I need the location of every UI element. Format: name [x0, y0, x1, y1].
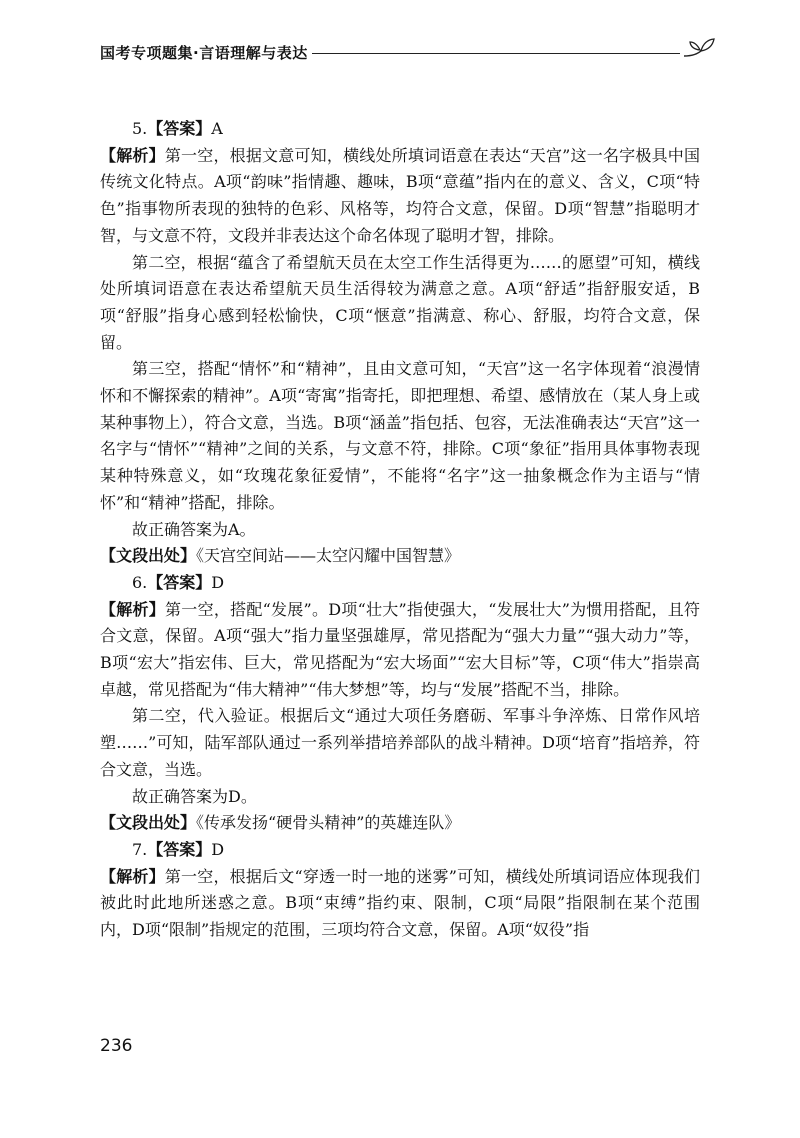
answer-value: A	[211, 119, 223, 138]
explanation-paragraph: 第二空，代入验证。根据后文“通过大项任务磨砺、军事斗争淬炼、日常作风培塑……”可知，陆军部队通过一系列举措培养部队的战斗精神。D项“培育”指培养，符合文意，当选。	[100, 706, 700, 779]
conclusion-line: 故正确答案为A。	[132, 519, 256, 539]
page-number: 236	[100, 1036, 133, 1056]
answer-line: 5.【答案】A	[132, 119, 223, 138]
source-tag: 【文段出处】	[100, 546, 197, 566]
explanation-paragraph: 【解析】第一空，根据后文“穿透一时一地的迷雾”可知，横线处所填词语应体现我们被此时此地所迷惑之意。B项“束缚”指约束、限制，C项“局限”指限制在某个范围内，D项“限制”指规定的范围，三项均符合文意，保留。A项“奴役”指	[100, 866, 700, 940]
source-line: 【文段出处】《天宫空间站——太空闪耀中国智慧》	[100, 546, 461, 566]
explanation-paragraph: 第三空，搭配“情怀”和“精神”，且由文意可知，“天宫”这一名字体现着“浪漫情怀和不懈探索的精神”。A项“寄寓”指寄托，即把理想、希望、感情放在（某人身上或某种事物上），符合文意，当选。B项“涵盖”指包括、包容，无法准确表达“天宫”这一名字与“情怀”“精神”之间的关系，与文意不符，排除。C项“象征”指用具体事物表现某种特殊意义，如“玫瑰花象征爱情”，不能将“名字”这一抽象概念作为主语与“情怀”和“精神”搭配，排除。	[100, 359, 700, 512]
answer-tag: 【答案】	[147, 119, 212, 138]
book-title: 国考专项题集·言语理解与表达	[100, 44, 308, 62]
answer-value: D	[211, 572, 225, 592]
running-header	[100, 36, 720, 70]
source-tag: 【文段出处】	[100, 813, 197, 833]
explanation-tag: 【解析】	[100, 866, 165, 886]
answer-tag: 【答案】	[147, 572, 212, 592]
explanation-tag: 【解析】	[100, 599, 166, 619]
explanation-paragraph: 第二空，根据“蕴含了希望航天员在太空工作生活得更为……的愿望”可知，横线处所填词语意在表达希望航天员生活得较为满意之意。A项“舒适”指舒服安适，B项“舒服”指身心感到轻松愉快，C项“惬意”指满意、称心、舒服，均符合文意，保留。	[100, 252, 700, 352]
conclusion-line: 故正确答案为D。	[132, 786, 257, 806]
explanation-paragraph: 【解析】第一空，搭配“发展”。D项“壮大”指使强大，“发展壮大”为惯用搭配，且符合文意，保留。A项“强大”指力量坚强雄厚，常见搭配为“强大力量”“强大动力”等，B项“宏大”指宏伟、巨大，常见搭配为“宏大场面”“宏大目标”等，C项“伟大”指崇高卓越，常见搭配为“伟大精神”“伟大梦想”等，均与“发展”搭配不当，排除。	[100, 599, 700, 699]
sprout-leaf-icon	[682, 36, 716, 64]
answer-line: 7.【答案】D	[132, 839, 225, 859]
source-line: 【文段出处】《传承发扬“硬骨头精神”的英雄连队》	[100, 813, 461, 833]
explanation-tag: 【解析】	[100, 145, 165, 165]
answer-tag: 【答案】	[147, 839, 212, 859]
answer-value: D	[211, 839, 225, 859]
header-rule	[312, 53, 680, 54]
explanation-paragraph: 【解析】第一空，根据文意可知，横线处所填词语意在表达“天宫”这一名字极具中国传统文化特点。A项“韵味”指情趣、趣味，B项“意蕴”指内在的意义、含义，C项“特色”指事物所表现的独特的色彩、风格等，均符合文意，保留。D项“智慧”指聪明才智，与文意不符，文段并非表达这个命名体现了聪明才智，排除。	[100, 145, 700, 245]
answer-line: 6.【答案】D	[132, 572, 225, 592]
answer-explanations	[100, 116, 700, 944]
